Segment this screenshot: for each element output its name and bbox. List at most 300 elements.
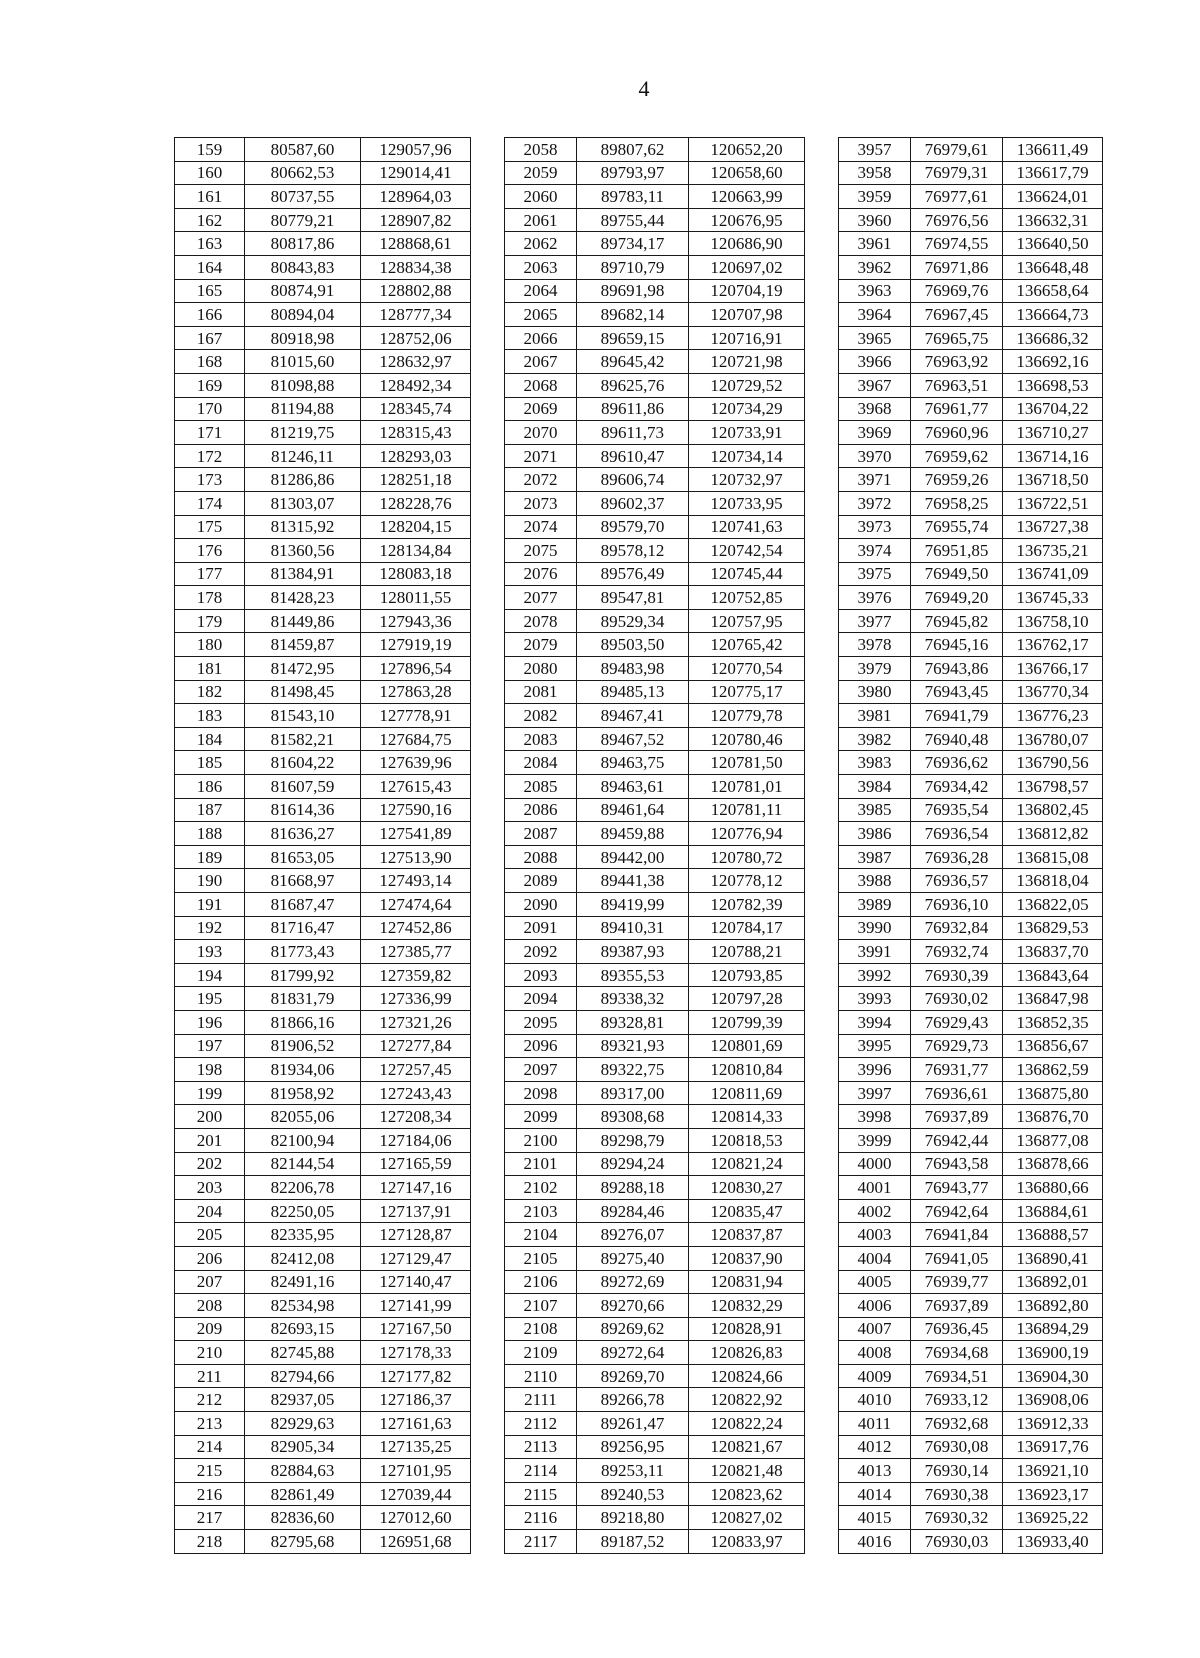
x-coordinate-cell: 76941,79 bbox=[911, 704, 1003, 728]
y-coordinate-cell: 136640,50 bbox=[1003, 232, 1103, 256]
y-coordinate-cell: 128834,38 bbox=[361, 255, 471, 279]
point-number-cell: 211 bbox=[175, 1364, 245, 1388]
point-number-cell: 170 bbox=[175, 397, 245, 421]
y-coordinate-cell: 127141,99 bbox=[361, 1294, 471, 1318]
x-coordinate-cell: 89503,50 bbox=[577, 633, 689, 657]
point-number-cell: 171 bbox=[175, 421, 245, 445]
point-number-cell: 2071 bbox=[505, 444, 577, 468]
column-gap bbox=[805, 1412, 839, 1436]
x-coordinate-cell: 89288,18 bbox=[577, 1176, 689, 1200]
y-coordinate-cell: 127012,60 bbox=[361, 1506, 471, 1530]
coordinates-table-body bbox=[175, 138, 1103, 1554]
y-coordinate-cell: 127257,45 bbox=[361, 1058, 471, 1082]
x-coordinate-cell: 81773,43 bbox=[245, 940, 361, 964]
x-coordinate-cell: 81604,22 bbox=[245, 751, 361, 775]
x-coordinate-cell: 89276,07 bbox=[577, 1223, 689, 1247]
x-coordinate-cell: 81428,23 bbox=[245, 586, 361, 610]
x-coordinate-cell: 89611,73 bbox=[577, 421, 689, 445]
point-number-cell: 3997 bbox=[839, 1081, 911, 1105]
table-row bbox=[175, 491, 1103, 515]
y-coordinate-cell: 120779,78 bbox=[689, 704, 805, 728]
x-coordinate-cell: 76943,58 bbox=[911, 1152, 1003, 1176]
x-coordinate-cell: 76939,77 bbox=[911, 1270, 1003, 1294]
y-coordinate-cell: 136664,73 bbox=[1003, 303, 1103, 327]
point-number-cell: 3957 bbox=[839, 138, 911, 162]
y-coordinate-cell: 120770,54 bbox=[689, 657, 805, 681]
x-coordinate-cell: 76961,77 bbox=[911, 397, 1003, 421]
point-number-cell: 217 bbox=[175, 1506, 245, 1530]
table-row bbox=[175, 444, 1103, 468]
x-coordinate-cell: 80587,60 bbox=[245, 138, 361, 162]
x-coordinate-cell: 76963,51 bbox=[911, 373, 1003, 397]
y-coordinate-cell: 128907,82 bbox=[361, 208, 471, 232]
point-number-cell: 2068 bbox=[505, 373, 577, 397]
point-number-cell: 2073 bbox=[505, 491, 577, 515]
x-coordinate-cell: 76930,39 bbox=[911, 963, 1003, 987]
x-coordinate-cell: 76936,10 bbox=[911, 893, 1003, 917]
point-number-cell: 2058 bbox=[505, 138, 577, 162]
x-coordinate-cell: 76930,38 bbox=[911, 1482, 1003, 1506]
column-gap bbox=[805, 350, 839, 374]
y-coordinate-cell: 136862,59 bbox=[1003, 1058, 1103, 1082]
x-coordinate-cell: 80894,04 bbox=[245, 303, 361, 327]
y-coordinate-cell: 136900,19 bbox=[1003, 1341, 1103, 1365]
table-row bbox=[175, 303, 1103, 327]
x-coordinate-cell: 89272,69 bbox=[577, 1270, 689, 1294]
point-number-cell: 3962 bbox=[839, 255, 911, 279]
point-number-cell: 3958 bbox=[839, 161, 911, 185]
point-number-cell: 3986 bbox=[839, 822, 911, 846]
x-coordinate-cell: 76934,42 bbox=[911, 775, 1003, 799]
point-number-cell: 2074 bbox=[505, 515, 577, 539]
column-gap bbox=[805, 775, 839, 799]
x-coordinate-cell: 81459,87 bbox=[245, 633, 361, 657]
column-gap bbox=[805, 185, 839, 209]
column-gap bbox=[471, 138, 505, 162]
point-number-cell: 201 bbox=[175, 1128, 245, 1152]
column-gap bbox=[805, 680, 839, 704]
point-number-cell: 206 bbox=[175, 1246, 245, 1270]
x-coordinate-cell: 89322,75 bbox=[577, 1058, 689, 1082]
y-coordinate-cell: 127684,75 bbox=[361, 727, 471, 751]
point-number-cell: 3995 bbox=[839, 1034, 911, 1058]
point-number-cell: 4003 bbox=[839, 1223, 911, 1247]
point-number-cell: 2086 bbox=[505, 798, 577, 822]
table-row bbox=[175, 1530, 1103, 1554]
y-coordinate-cell: 127140,47 bbox=[361, 1270, 471, 1294]
x-coordinate-cell: 89270,66 bbox=[577, 1294, 689, 1318]
page-number: 4 bbox=[638, 76, 650, 101]
x-coordinate-cell: 76931,77 bbox=[911, 1058, 1003, 1082]
y-coordinate-cell: 127541,89 bbox=[361, 822, 471, 846]
y-coordinate-cell: 120781,01 bbox=[689, 775, 805, 799]
x-coordinate-cell: 89659,15 bbox=[577, 326, 689, 350]
point-number-cell: 2114 bbox=[505, 1459, 577, 1483]
point-number-cell: 3965 bbox=[839, 326, 911, 350]
y-coordinate-cell: 136908,06 bbox=[1003, 1388, 1103, 1412]
y-coordinate-cell: 128011,55 bbox=[361, 586, 471, 610]
x-coordinate-cell: 76949,50 bbox=[911, 562, 1003, 586]
y-coordinate-cell: 120686,90 bbox=[689, 232, 805, 256]
y-coordinate-cell: 136876,70 bbox=[1003, 1105, 1103, 1129]
y-coordinate-cell: 120833,97 bbox=[689, 1530, 805, 1554]
x-coordinate-cell: 76945,82 bbox=[911, 609, 1003, 633]
point-number-cell: 2077 bbox=[505, 586, 577, 610]
table-row bbox=[175, 1435, 1103, 1459]
point-number-cell: 209 bbox=[175, 1317, 245, 1341]
y-coordinate-cell: 120697,02 bbox=[689, 255, 805, 279]
x-coordinate-cell: 81866,16 bbox=[245, 1010, 361, 1034]
y-coordinate-cell: 120822,24 bbox=[689, 1412, 805, 1436]
x-coordinate-cell: 82745,88 bbox=[245, 1341, 361, 1365]
point-number-cell: 4004 bbox=[839, 1246, 911, 1270]
table-row bbox=[175, 1058, 1103, 1082]
y-coordinate-cell: 120752,85 bbox=[689, 586, 805, 610]
point-number-cell: 3994 bbox=[839, 1010, 911, 1034]
point-number-cell: 3967 bbox=[839, 373, 911, 397]
column-gap bbox=[805, 1388, 839, 1412]
y-coordinate-cell: 136875,80 bbox=[1003, 1081, 1103, 1105]
x-coordinate-cell: 76965,75 bbox=[911, 326, 1003, 350]
y-coordinate-cell: 128345,74 bbox=[361, 397, 471, 421]
column-gap bbox=[471, 1034, 505, 1058]
column-gap bbox=[471, 373, 505, 397]
y-coordinate-cell: 127919,19 bbox=[361, 633, 471, 657]
y-coordinate-cell: 120784,17 bbox=[689, 916, 805, 940]
point-number-cell: 2093 bbox=[505, 963, 577, 987]
y-coordinate-cell: 136933,40 bbox=[1003, 1530, 1103, 1554]
table-row bbox=[175, 350, 1103, 374]
point-number-cell: 194 bbox=[175, 963, 245, 987]
column-gap bbox=[805, 1506, 839, 1530]
y-coordinate-cell: 120818,53 bbox=[689, 1128, 805, 1152]
point-number-cell: 2070 bbox=[505, 421, 577, 445]
y-coordinate-cell: 136890,41 bbox=[1003, 1246, 1103, 1270]
x-coordinate-cell: 76979,61 bbox=[911, 138, 1003, 162]
table-row bbox=[175, 1010, 1103, 1034]
point-number-cell: 4005 bbox=[839, 1270, 911, 1294]
y-coordinate-cell: 136877,08 bbox=[1003, 1128, 1103, 1152]
y-coordinate-cell: 127161,63 bbox=[361, 1412, 471, 1436]
x-coordinate-cell: 76974,55 bbox=[911, 232, 1003, 256]
column-gap bbox=[471, 1482, 505, 1506]
y-coordinate-cell: 127129,47 bbox=[361, 1246, 471, 1270]
point-number-cell: 162 bbox=[175, 208, 245, 232]
point-number-cell: 2110 bbox=[505, 1364, 577, 1388]
table-row bbox=[175, 468, 1103, 492]
y-coordinate-cell: 120734,14 bbox=[689, 444, 805, 468]
y-coordinate-cell: 129014,41 bbox=[361, 161, 471, 185]
point-number-cell: 197 bbox=[175, 1034, 245, 1058]
table-row bbox=[175, 279, 1103, 303]
point-number-cell: 3983 bbox=[839, 751, 911, 775]
table-row bbox=[175, 208, 1103, 232]
x-coordinate-cell: 89783,11 bbox=[577, 185, 689, 209]
x-coordinate-cell: 81098,88 bbox=[245, 373, 361, 397]
x-coordinate-cell: 89734,17 bbox=[577, 232, 689, 256]
x-coordinate-cell: 76936,57 bbox=[911, 869, 1003, 893]
table-row bbox=[175, 185, 1103, 209]
x-coordinate-cell: 76951,85 bbox=[911, 539, 1003, 563]
y-coordinate-cell: 120801,69 bbox=[689, 1034, 805, 1058]
point-number-cell: 2090 bbox=[505, 893, 577, 917]
point-number-cell: 181 bbox=[175, 657, 245, 681]
x-coordinate-cell: 89578,12 bbox=[577, 539, 689, 563]
x-coordinate-cell: 89266,78 bbox=[577, 1388, 689, 1412]
y-coordinate-cell: 127452,86 bbox=[361, 916, 471, 940]
x-coordinate-cell: 81668,97 bbox=[245, 869, 361, 893]
point-number-cell: 3959 bbox=[839, 185, 911, 209]
y-coordinate-cell: 120741,63 bbox=[689, 515, 805, 539]
column-gap bbox=[805, 704, 839, 728]
y-coordinate-cell: 127147,16 bbox=[361, 1176, 471, 1200]
table-row bbox=[175, 727, 1103, 751]
y-coordinate-cell: 128802,88 bbox=[361, 279, 471, 303]
column-gap bbox=[805, 609, 839, 633]
y-coordinate-cell: 120733,95 bbox=[689, 491, 805, 515]
x-coordinate-cell: 89467,52 bbox=[577, 727, 689, 751]
x-coordinate-cell: 82794,66 bbox=[245, 1364, 361, 1388]
table-row bbox=[175, 1482, 1103, 1506]
y-coordinate-cell: 120780,46 bbox=[689, 727, 805, 751]
y-coordinate-cell: 120775,17 bbox=[689, 680, 805, 704]
table-row bbox=[175, 255, 1103, 279]
column-gap bbox=[805, 208, 839, 232]
y-coordinate-cell: 120781,50 bbox=[689, 751, 805, 775]
column-gap bbox=[805, 657, 839, 681]
x-coordinate-cell: 89308,68 bbox=[577, 1105, 689, 1129]
point-number-cell: 2111 bbox=[505, 1388, 577, 1412]
x-coordinate-cell: 76955,74 bbox=[911, 515, 1003, 539]
table-row bbox=[175, 586, 1103, 610]
point-number-cell: 190 bbox=[175, 869, 245, 893]
x-coordinate-cell: 76941,05 bbox=[911, 1246, 1003, 1270]
y-coordinate-cell: 128251,18 bbox=[361, 468, 471, 492]
x-coordinate-cell: 76933,12 bbox=[911, 1388, 1003, 1412]
y-coordinate-cell: 128868,61 bbox=[361, 232, 471, 256]
column-gap bbox=[471, 798, 505, 822]
x-coordinate-cell: 80662,53 bbox=[245, 161, 361, 185]
y-coordinate-cell: 127943,36 bbox=[361, 609, 471, 633]
y-coordinate-cell: 136921,10 bbox=[1003, 1459, 1103, 1483]
y-coordinate-cell: 127590,16 bbox=[361, 798, 471, 822]
x-coordinate-cell: 89576,49 bbox=[577, 562, 689, 586]
point-number-cell: 167 bbox=[175, 326, 245, 350]
table-row bbox=[175, 1341, 1103, 1365]
point-number-cell: 3990 bbox=[839, 916, 911, 940]
y-coordinate-cell: 127135,25 bbox=[361, 1435, 471, 1459]
table-row bbox=[175, 515, 1103, 539]
x-coordinate-cell: 82100,94 bbox=[245, 1128, 361, 1152]
y-coordinate-cell: 136912,33 bbox=[1003, 1412, 1103, 1436]
point-number-cell: 202 bbox=[175, 1152, 245, 1176]
y-coordinate-cell: 136710,27 bbox=[1003, 421, 1103, 445]
x-coordinate-cell: 82884,63 bbox=[245, 1459, 361, 1483]
x-coordinate-cell: 89321,93 bbox=[577, 1034, 689, 1058]
point-number-cell: 4015 bbox=[839, 1506, 911, 1530]
table-row bbox=[175, 704, 1103, 728]
x-coordinate-cell: 89410,31 bbox=[577, 916, 689, 940]
point-number-cell: 3980 bbox=[839, 680, 911, 704]
x-coordinate-cell: 80817,86 bbox=[245, 232, 361, 256]
column-gap bbox=[471, 444, 505, 468]
point-number-cell: 3998 bbox=[839, 1105, 911, 1129]
x-coordinate-cell: 89253,11 bbox=[577, 1459, 689, 1483]
y-coordinate-cell: 128964,03 bbox=[361, 185, 471, 209]
point-number-cell: 182 bbox=[175, 680, 245, 704]
x-coordinate-cell: 76963,92 bbox=[911, 350, 1003, 374]
column-gap bbox=[471, 1435, 505, 1459]
point-number-cell: 2098 bbox=[505, 1081, 577, 1105]
table-row bbox=[175, 1199, 1103, 1223]
x-coordinate-cell: 81384,91 bbox=[245, 562, 361, 586]
column-gap bbox=[805, 1294, 839, 1318]
point-number-cell: 212 bbox=[175, 1388, 245, 1412]
table-row bbox=[175, 1223, 1103, 1247]
table-row bbox=[175, 1294, 1103, 1318]
table-row bbox=[175, 1270, 1103, 1294]
column-gap bbox=[805, 421, 839, 445]
x-coordinate-cell: 82693,15 bbox=[245, 1317, 361, 1341]
column-gap bbox=[471, 562, 505, 586]
column-gap bbox=[471, 208, 505, 232]
y-coordinate-cell: 136892,80 bbox=[1003, 1294, 1103, 1318]
x-coordinate-cell: 76960,96 bbox=[911, 421, 1003, 445]
y-coordinate-cell: 120778,12 bbox=[689, 869, 805, 893]
y-coordinate-cell: 127277,84 bbox=[361, 1034, 471, 1058]
point-number-cell: 2104 bbox=[505, 1223, 577, 1247]
y-coordinate-cell: 127639,96 bbox=[361, 751, 471, 775]
column-gap bbox=[471, 1412, 505, 1436]
point-number-cell: 207 bbox=[175, 1270, 245, 1294]
point-number-cell: 191 bbox=[175, 893, 245, 917]
x-coordinate-cell: 89419,99 bbox=[577, 893, 689, 917]
point-number-cell: 2096 bbox=[505, 1034, 577, 1058]
point-number-cell: 2082 bbox=[505, 704, 577, 728]
column-gap bbox=[805, 1459, 839, 1483]
y-coordinate-cell: 120830,27 bbox=[689, 1176, 805, 1200]
column-gap bbox=[805, 751, 839, 775]
column-gap bbox=[805, 586, 839, 610]
y-coordinate-cell: 120652,20 bbox=[689, 138, 805, 162]
x-coordinate-cell: 76971,86 bbox=[911, 255, 1003, 279]
point-number-cell: 2116 bbox=[505, 1506, 577, 1530]
y-coordinate-cell: 136624,01 bbox=[1003, 185, 1103, 209]
point-number-cell: 4014 bbox=[839, 1482, 911, 1506]
table-row bbox=[175, 963, 1103, 987]
table-row bbox=[175, 893, 1103, 917]
y-coordinate-cell: 120780,72 bbox=[689, 845, 805, 869]
column-gap bbox=[471, 1176, 505, 1200]
column-gap bbox=[805, 444, 839, 468]
point-number-cell: 200 bbox=[175, 1105, 245, 1129]
x-coordinate-cell: 81799,92 bbox=[245, 963, 361, 987]
column-gap bbox=[471, 751, 505, 775]
y-coordinate-cell: 120765,42 bbox=[689, 633, 805, 657]
x-coordinate-cell: 81831,79 bbox=[245, 987, 361, 1011]
x-coordinate-cell: 82335,95 bbox=[245, 1223, 361, 1247]
point-number-cell: 2078 bbox=[505, 609, 577, 633]
x-coordinate-cell: 76943,45 bbox=[911, 680, 1003, 704]
point-number-cell: 218 bbox=[175, 1530, 245, 1554]
column-gap bbox=[471, 326, 505, 350]
x-coordinate-cell: 89463,61 bbox=[577, 775, 689, 799]
y-coordinate-cell: 136648,48 bbox=[1003, 255, 1103, 279]
y-coordinate-cell: 128777,34 bbox=[361, 303, 471, 327]
column-gap bbox=[805, 539, 839, 563]
point-number-cell: 3988 bbox=[839, 869, 911, 893]
y-coordinate-cell: 120799,39 bbox=[689, 1010, 805, 1034]
y-coordinate-cell: 136904,30 bbox=[1003, 1364, 1103, 1388]
column-gap bbox=[471, 303, 505, 327]
point-number-cell: 2101 bbox=[505, 1152, 577, 1176]
column-gap bbox=[805, 397, 839, 421]
point-number-cell: 164 bbox=[175, 255, 245, 279]
point-number-cell: 185 bbox=[175, 751, 245, 775]
point-number-cell: 215 bbox=[175, 1459, 245, 1483]
x-coordinate-cell: 82250,05 bbox=[245, 1199, 361, 1223]
table-row bbox=[175, 421, 1103, 445]
column-gap bbox=[471, 161, 505, 185]
y-coordinate-cell: 120814,33 bbox=[689, 1105, 805, 1129]
point-number-cell: 180 bbox=[175, 633, 245, 657]
column-gap bbox=[471, 987, 505, 1011]
x-coordinate-cell: 81472,95 bbox=[245, 657, 361, 681]
point-number-cell: 3968 bbox=[839, 397, 911, 421]
point-number-cell: 4012 bbox=[839, 1435, 911, 1459]
column-gap bbox=[805, 1482, 839, 1506]
column-gap bbox=[471, 1364, 505, 1388]
point-number-cell: 204 bbox=[175, 1199, 245, 1223]
column-gap bbox=[805, 1435, 839, 1459]
y-coordinate-cell: 128752,06 bbox=[361, 326, 471, 350]
x-coordinate-cell: 76943,86 bbox=[911, 657, 1003, 681]
y-coordinate-cell: 120733,91 bbox=[689, 421, 805, 445]
x-coordinate-cell: 82861,49 bbox=[245, 1482, 361, 1506]
column-gap bbox=[805, 138, 839, 162]
table-row bbox=[175, 373, 1103, 397]
x-coordinate-cell: 89328,81 bbox=[577, 1010, 689, 1034]
x-coordinate-cell: 89691,98 bbox=[577, 279, 689, 303]
y-coordinate-cell: 120826,83 bbox=[689, 1341, 805, 1365]
x-coordinate-cell: 89294,24 bbox=[577, 1152, 689, 1176]
y-coordinate-cell: 136892,01 bbox=[1003, 1270, 1103, 1294]
point-number-cell: 2117 bbox=[505, 1530, 577, 1554]
y-coordinate-cell: 120797,28 bbox=[689, 987, 805, 1011]
column-gap bbox=[805, 940, 839, 964]
x-coordinate-cell: 89485,13 bbox=[577, 680, 689, 704]
point-number-cell: 2091 bbox=[505, 916, 577, 940]
y-coordinate-cell: 127165,59 bbox=[361, 1152, 471, 1176]
point-number-cell: 4006 bbox=[839, 1294, 911, 1318]
column-gap bbox=[471, 680, 505, 704]
x-coordinate-cell: 82534,98 bbox=[245, 1294, 361, 1318]
point-number-cell: 2100 bbox=[505, 1128, 577, 1152]
table-row bbox=[175, 940, 1103, 964]
column-gap bbox=[805, 1034, 839, 1058]
column-gap bbox=[471, 704, 505, 728]
x-coordinate-cell: 76977,61 bbox=[911, 185, 1003, 209]
x-coordinate-cell: 76929,43 bbox=[911, 1010, 1003, 1034]
point-number-cell: 159 bbox=[175, 138, 245, 162]
point-number-cell: 2092 bbox=[505, 940, 577, 964]
column-gap bbox=[471, 893, 505, 917]
point-number-cell: 4008 bbox=[839, 1341, 911, 1365]
point-number-cell: 175 bbox=[175, 515, 245, 539]
table-row bbox=[175, 751, 1103, 775]
x-coordinate-cell: 89187,52 bbox=[577, 1530, 689, 1554]
point-number-cell: 3985 bbox=[839, 798, 911, 822]
